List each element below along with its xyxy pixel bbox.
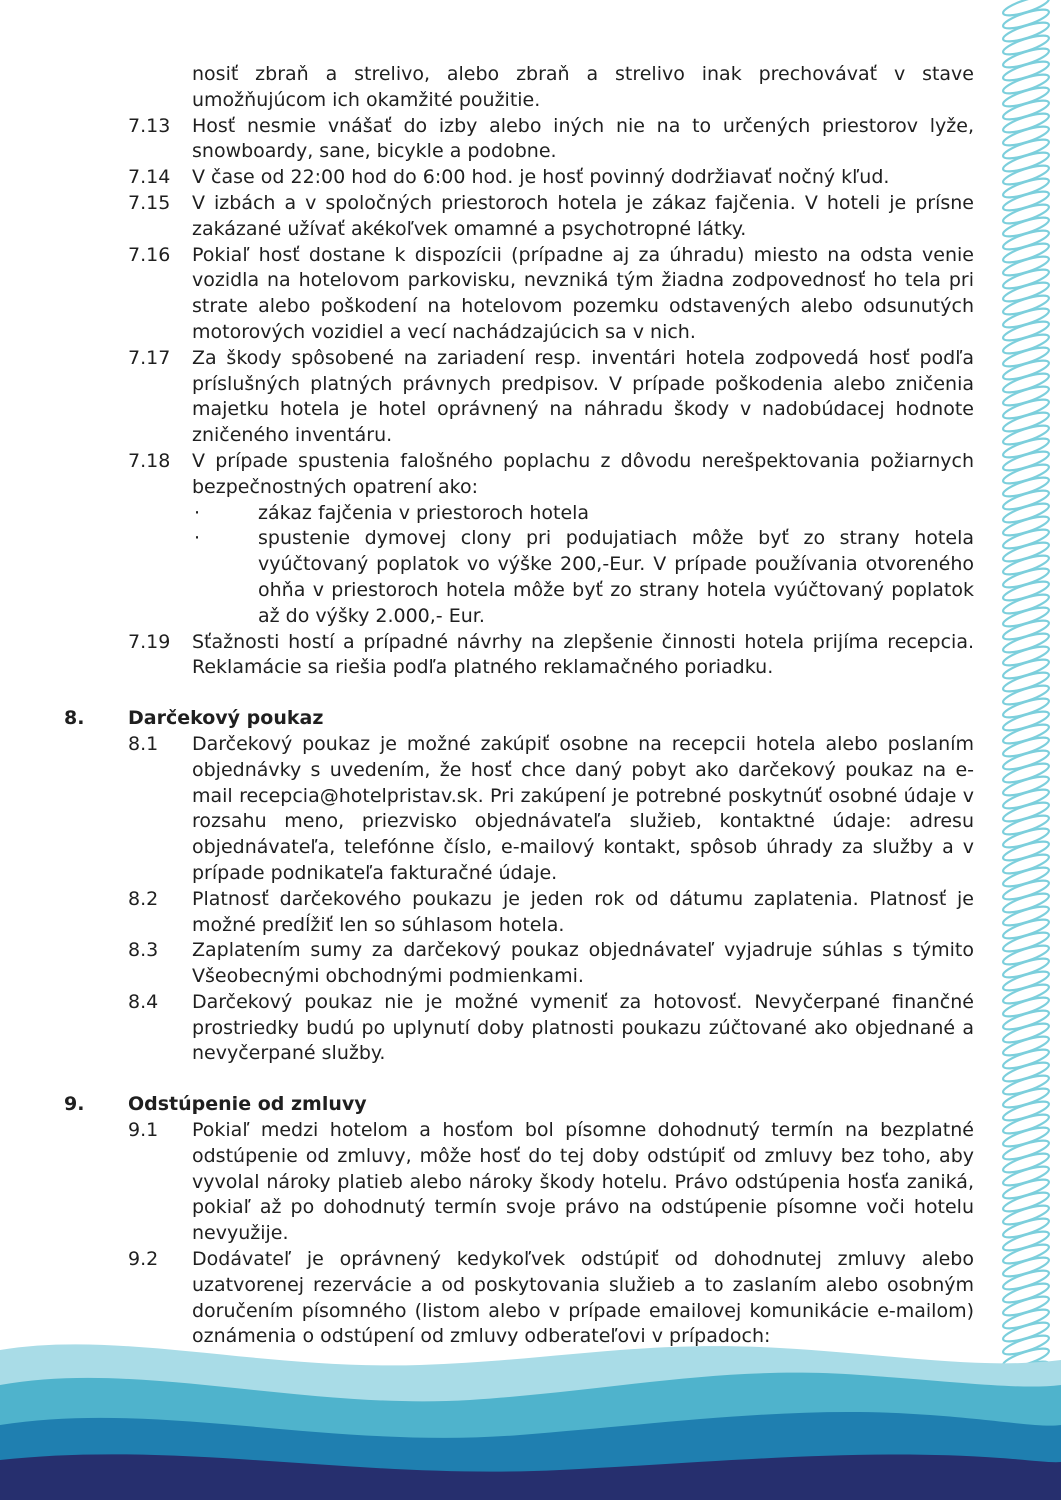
- rope-link: [1001, 1111, 1050, 1137]
- rope-link: [1001, 695, 1050, 721]
- list-item: [64, 1118, 974, 1247]
- rope-link: [1001, 84, 1050, 110]
- rope-link: [1001, 97, 1050, 123]
- rope-link: [1001, 500, 1050, 526]
- item-number: 7.16: [128, 243, 171, 266]
- item-text: Dodávateľ je oprávnený kedykoľvek odstúpiť od dohodnutej zmluvy alebo uzatvorenej rezervácie a od poskytovania služieb a to zaslaním alebo osobným doručením písomného (listom alebo v prípade emailovej komunikácie e-mailom) oznámenia o odstúpení od zmluvy odberateľovi v prípadoch:: [192, 1248, 974, 1348]
- list-item: [64, 732, 974, 887]
- item-number: 9.1: [128, 1119, 159, 1142]
- rope-link: [1001, 357, 1050, 383]
- rope-link: [1001, 1267, 1050, 1293]
- rope-link: [1001, 1059, 1050, 1085]
- rope-link: [1001, 721, 1050, 747]
- rope-link: [1001, 903, 1050, 929]
- rope-link: [1001, 435, 1050, 461]
- item-text: V izbách a v spoločných priestoroch hotela je zákaz fajčenia. V hoteli je prísne zakázané užívať akékoľvek omamné a psychotropné látky.: [192, 191, 974, 240]
- item-number: 8.4: [128, 990, 159, 1013]
- rope-link: [1001, 591, 1050, 617]
- rope-link: [1001, 1033, 1050, 1059]
- rope-link: [1001, 305, 1050, 331]
- list-item: [64, 165, 974, 191]
- bullet-mark: ·: [194, 501, 201, 524]
- rope-link: [1001, 942, 1050, 968]
- section-number: 8.: [64, 707, 85, 730]
- rope-border-decoration: [991, 0, 1061, 1390]
- rope-link: [1001, 656, 1050, 682]
- rope-link: [1001, 773, 1050, 799]
- rope-link: [1001, 188, 1050, 214]
- rope-link: [1001, 123, 1050, 149]
- rope-link: [1001, 487, 1050, 513]
- rope-link: [1001, 1007, 1050, 1033]
- rope-link: [1001, 279, 1050, 305]
- rope-link: [1001, 162, 1050, 188]
- rope-link: [1001, 253, 1050, 279]
- list-item: [64, 346, 974, 449]
- rope-link: [1001, 331, 1050, 357]
- rope-link: [1001, 760, 1050, 786]
- rope-link: [1001, 58, 1050, 84]
- item-text: Hosť nesmie vnášať do izby alebo iných nie na to určených priestorov lyže, snowboardy, sane, bicykle a podobne.: [192, 114, 974, 163]
- rope-link: [1001, 981, 1050, 1007]
- item-number: 7.17: [128, 346, 171, 369]
- rope-link: [1001, 1189, 1050, 1215]
- rope-link: [1001, 825, 1050, 851]
- item-text: V čase od 22:00 hod do 6:00 hod. je hosť povinný dodržiavať nočný kľud.: [192, 166, 890, 189]
- rope-link: [1001, 669, 1050, 695]
- list-item: [64, 449, 974, 501]
- item-text: Darčekový poukaz nie je možné vymeniť za hotovosť. Nevyčerpané finančné prostriedky budú po uplynutí doby platnosti poukazu zúčtované ako objednané a nevyčerpané služby.: [192, 990, 974, 1065]
- rope-link: [1001, 747, 1050, 773]
- rope-link: [1001, 318, 1050, 344]
- rope-link: [1001, 539, 1050, 565]
- rope-link: [1001, 227, 1050, 253]
- rope-link: [1001, 1241, 1050, 1267]
- rope-link: [1001, 396, 1050, 422]
- rope-link: [1001, 71, 1050, 97]
- item-number: 7.18: [128, 449, 171, 472]
- wave-footer-decoration: [0, 1330, 1061, 1500]
- item-number: 7.19: [128, 630, 171, 653]
- rope-link: [1001, 1150, 1050, 1176]
- rope-link: [1001, 630, 1050, 656]
- rope-link: [1001, 994, 1050, 1020]
- rope-link: [1001, 1228, 1050, 1254]
- rope-link: [1001, 383, 1050, 409]
- list-item: [64, 938, 974, 990]
- rope-link: [1001, 864, 1050, 890]
- item-text: Pokiaľ hosť dostane k dispozícii (prípadne aj za úhradu) miesto na odsta venie vozidla na hotelovom parkovisku, nevzniká tým žiadna zodpovednosť ho tela pri strate alebo poškodení na hotelovom pozemku odstavených alebo odsunutých motorových vozidiel a vecí nachádzajúcich sa v nich.: [192, 243, 974, 343]
- section-heading: [64, 706, 974, 732]
- continuation-paragraph: nosiť zbraň a strelivo, alebo zbraň a strelivo inak prechovávať v stave umožňujúcom ich okamžité použitie.: [192, 63, 974, 111]
- rope-link: [1001, 6, 1050, 32]
- rope-link: [1001, 786, 1050, 812]
- item-text: Za škody spôsobené na zariadení resp. inventári hotela zodpovedá hosť podľa príslušných platných právnych predpisov. V prípade poškodenia alebo zničenia majetku hotela je hotel oprávnený na náhradu škody v nadobúdacej hodnote zničeného inventáru.: [192, 346, 974, 447]
- rope-link: [1001, 1072, 1050, 1098]
- rope-link: [1001, 877, 1050, 903]
- rope-link: [1001, 851, 1050, 877]
- rope-link: [1001, 201, 1050, 227]
- item-text: Pokiaľ medzi hotelom a hosťom bol písomne dohodnutý termín na bezplatné odstúpenie od zmluvy, môže hosť do tej doby odstúpiť od zmluvy bez toho, aby vyvolal nároky platieb alebo nároky škody hotelu. Právo odstúpenia hosťa zaniká, pokiaľ až po dohodnutý termín svoje právo na odstúpenie písomne voči hotelu nevyužije.: [192, 1119, 974, 1245]
- item-number: 7.13: [128, 114, 171, 137]
- bullet-item: [64, 501, 974, 527]
- rope-link: [1001, 448, 1050, 474]
- rope-link: [1001, 1124, 1050, 1150]
- rope-link: [1001, 1215, 1050, 1241]
- rope-link: [1001, 682, 1050, 708]
- rope-link: [1001, 292, 1050, 318]
- rope-link: [1001, 1085, 1050, 1111]
- item-text: Platnosť darčekového poukazu je jeden rok od dátumu zaplatenia. Platnosť je možné predĺžiť len so súhlasom hotela.: [192, 887, 974, 936]
- rope-link: [1001, 370, 1050, 396]
- item-number: 7.15: [128, 191, 171, 214]
- item-number: 8.3: [128, 939, 159, 962]
- rope-link: [1001, 929, 1050, 955]
- rope-link: [1001, 1137, 1050, 1163]
- list-item: [64, 114, 974, 166]
- rope-link: [1001, 1046, 1050, 1072]
- section-number: 9.: [64, 1093, 85, 1116]
- rope-link: [1001, 474, 1050, 500]
- rope-link: [1001, 240, 1050, 266]
- rope-link: [1001, 578, 1050, 604]
- rope-link: [1001, 1163, 1050, 1189]
- rope-link: [1001, 19, 1050, 45]
- rope-link: [1001, 708, 1050, 734]
- rope-link: [1001, 1254, 1050, 1280]
- item-number: 8.2: [128, 887, 159, 910]
- bullet-mark: ·: [194, 527, 201, 550]
- bullet-text: zákaz fajčenia v priestoroch hotela: [258, 501, 590, 524]
- rope-link: [1001, 266, 1050, 292]
- item-number: 9.2: [128, 1248, 159, 1271]
- rope-link: [1001, 812, 1050, 838]
- rope-link: [1001, 617, 1050, 643]
- list-item: [64, 191, 974, 243]
- rope-link: [1001, 175, 1050, 201]
- rope-link: [1001, 1280, 1050, 1306]
- rope-link: [1001, 149, 1050, 175]
- document-body: [64, 62, 974, 1350]
- rope-link: [1001, 214, 1050, 240]
- item-number: 7.14: [128, 166, 171, 189]
- rope-link: [1001, 1176, 1050, 1202]
- section-heading: [64, 1092, 974, 1118]
- bullet-item: [64, 526, 974, 629]
- rope-link: [1001, 344, 1050, 370]
- rope-link: [1001, 1202, 1050, 1228]
- item-text: Darčekový poukaz je možné zakúpiť osobne na recepcii hotela alebo poslaním objednávky s uvedením, že hosť chce daný pobyt ako darčekový poukaz na e-mail recepcia@hotelpristav.sk. Pri zakúpení je potrebné poskytnúť osobné údaje v rozsahu meno, priezvisko objednávateľa služieb, kontaktné údaje: adresu objednávateľa, telefónne číslo, e-mailový kontakt, spôsob úhrady za služby a v prípade podnikateľa fakturačné údaje.: [192, 732, 974, 884]
- list-item: [64, 887, 974, 939]
- item-text: V prípade spustenia falošného poplachu z dôvodu nerešpektovania požiarnych bezpečnostných opatrení ako:: [192, 449, 974, 498]
- rope-link: [1001, 955, 1050, 981]
- section-title: Darčekový poukaz: [128, 707, 324, 730]
- rope-link: [1001, 565, 1050, 591]
- rope-link: [1001, 799, 1050, 825]
- rope-link: [1001, 1020, 1050, 1046]
- item-text: Sťažnosti hostí a prípadné návrhy na zlepšenie činnosti hotela prijíma recepcia. Reklamácie sa riešia podľa platného reklamačného poriadku.: [192, 630, 974, 679]
- rope-link: [1001, 526, 1050, 552]
- rope-link: [1001, 422, 1050, 448]
- rope-link: [1001, 890, 1050, 916]
- section-title: Odstúpenie od zmluvy: [128, 1093, 367, 1116]
- rope-link: [1001, 916, 1050, 942]
- rope-link: [1001, 552, 1050, 578]
- rope-link: [1001, 1293, 1050, 1319]
- rope-link: [1001, 1098, 1050, 1124]
- rope-link: [1001, 734, 1050, 760]
- item-number: 8.1: [128, 732, 159, 755]
- rope-link: [1001, 409, 1050, 435]
- list-item: [64, 990, 974, 1067]
- rope-link: [1001, 32, 1050, 58]
- bullet-text: spustenie dymovej clony pri podujatiach môže byť zo strany hotela vyúčtovaný poplatok vo výške 200,-Eur. V prípade používania otvoreného ohňa v priestoroch hotela môže byť zo strany hotela vyúčtovaný poplatok až do výšky 2.000,- Eur.: [258, 527, 974, 627]
- rope-link: [1001, 513, 1050, 539]
- rope-link: [1001, 968, 1050, 994]
- item-text: Zaplatením sumy za darčekový poukaz objednávateľ vyjadruje súhlas s týmito Všeobecnými obchodnými podmienkami.: [192, 939, 974, 988]
- rope-link: [1001, 461, 1050, 487]
- rope-link: [1001, 45, 1050, 71]
- rope-link: [1001, 604, 1050, 630]
- rope-link: [1001, 110, 1050, 136]
- rope-link: [1001, 643, 1050, 669]
- list-item: [64, 630, 974, 682]
- rope-link: [1001, 838, 1050, 864]
- rope-link: [1001, 136, 1050, 162]
- list-item: [64, 243, 974, 346]
- rope-link: [1001, 1306, 1050, 1332]
